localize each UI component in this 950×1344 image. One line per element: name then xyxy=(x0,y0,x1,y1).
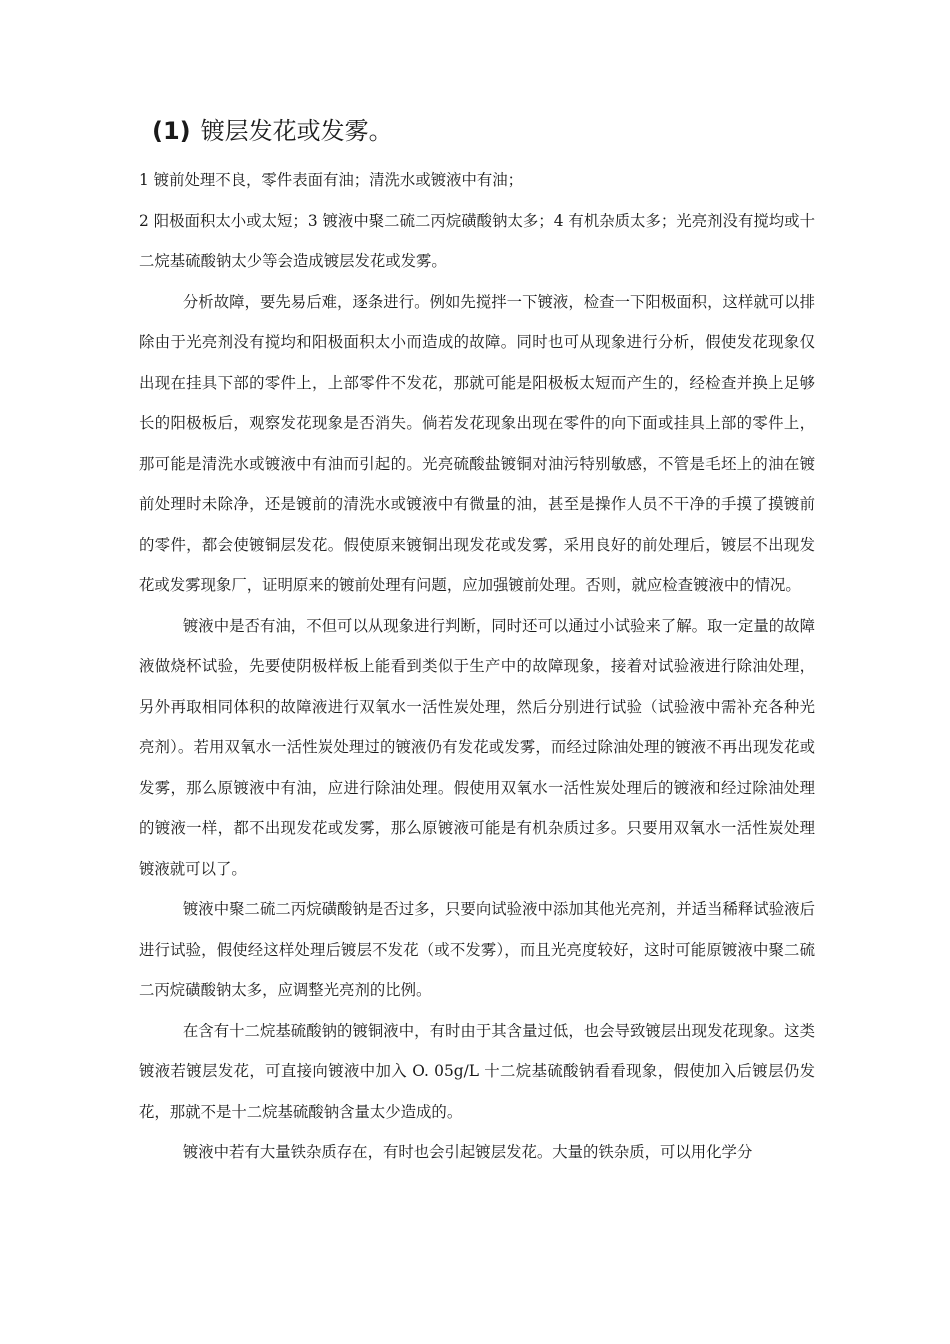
section-title: 镀层发花或发雾。 xyxy=(200,117,393,145)
cause-list-line-2: 2 阳极面积太小或太短；3 镀液中聚二硫二丙烷磺酸钠太多；4 有机杂质太多；光亮剂没有搅均或十二烷基硫酸钠太少等会造成镀层发花或发雾。 xyxy=(139,211,815,270)
section-number: (1) xyxy=(152,117,191,145)
cause-list-line-1: 1 镀前处理不良，零件表面有油；清洗水或镀液中有油； xyxy=(139,171,524,189)
section-heading xyxy=(152,114,393,148)
paragraph-oil-test: 镀液中是否有油，不但可以从现象进行判断，同时还可以通过小试验来了解。取一定量的故障液做烧杯试验，先要使阴极样板上能看到类似于生产中的故障现象，接着对试验液进行除油处理，另外再取相同体积的故障液进行双氧水一活性炭处理，然后分别进行试验（试验液中需补充各种光亮剂）。若用双氧水一活性炭处理过的镀液仍有发花或发雾，而经过除油处理的镀液不再出现发花或发雾，那么原镀液中有油，应进行除油处理。假使用双氧水一活性炭处理后的镀液和经过除油处理的镀液一样，都不出现发花或发雾，那么原镀液可能是有机杂质过多。只要用双氧水一活性炭处理镀液就可以了。 xyxy=(139,616,815,878)
paragraph-iron-impurity: 镀液中若有大量铁杂质存在，有时也会引起镀层发花。大量的铁杂质，可以用化学分 xyxy=(182,1143,753,1161)
document-body xyxy=(139,160,815,1173)
paragraph-sds-content: 在含有十二烷基硫酸钠的镀铜液中，有时由于其含量过低，也会导致镀层出现发花现象。这类镀液若镀层发花，可直接向镀液中加入 O. 05g/L 十二烷基硫酸钠看看现象，假使加入后镀层仍发花，那就不是十二烷基硫酸钠含量太少造成的。 xyxy=(139,1021,815,1121)
paragraph-fault-analysis: 分析故障，要先易后难，逐条进行。例如先搅拌一下镀液，检查一下阳极面积，这样就可以排除由于光亮剂没有搅均和阳极面积太小而造成的故障。同时也可从现象进行分析，假使发花现象仅出现在挂具下部的零件上，上部零件不发花，那就可能是阳极板太短而产生的，经检查并换上足够长的阳极板后，观察发花现象是否消失。倘若发花现象出现在零件的向下面或挂具上部的零件上，那可能是清洗水或镀液中有油而引起的。光亮硫酸盐镀铜对油污特别敏感，不管是毛坯上的油在镀前处理时未除净，还是镀前的清洗水或镀液中有微量的油，甚至是操作人员不干净的手摸了摸镀前的零件，都会使镀铜层发花。假使原来镀铜出现发花或发雾，采用良好的前处理后，镀层不出现发花或发雾现象厂，证明原来的镀前处理有问题，应加强镀前处理。否则，就应检查镀液中的情况。 xyxy=(139,292,815,594)
paragraph-brightener-excess: 镀液中聚二硫二丙烷磺酸钠是否过多，只要向试验液中添加其他光亮剂，并适当稀释试验液后进行试验，假使经这样处理后镀层不发花（或不发雾），而且光亮度较好，这时可能原镀液中聚二硫二丙烷磺酸钠太多，应调整光亮剂的比例。 xyxy=(139,900,815,999)
